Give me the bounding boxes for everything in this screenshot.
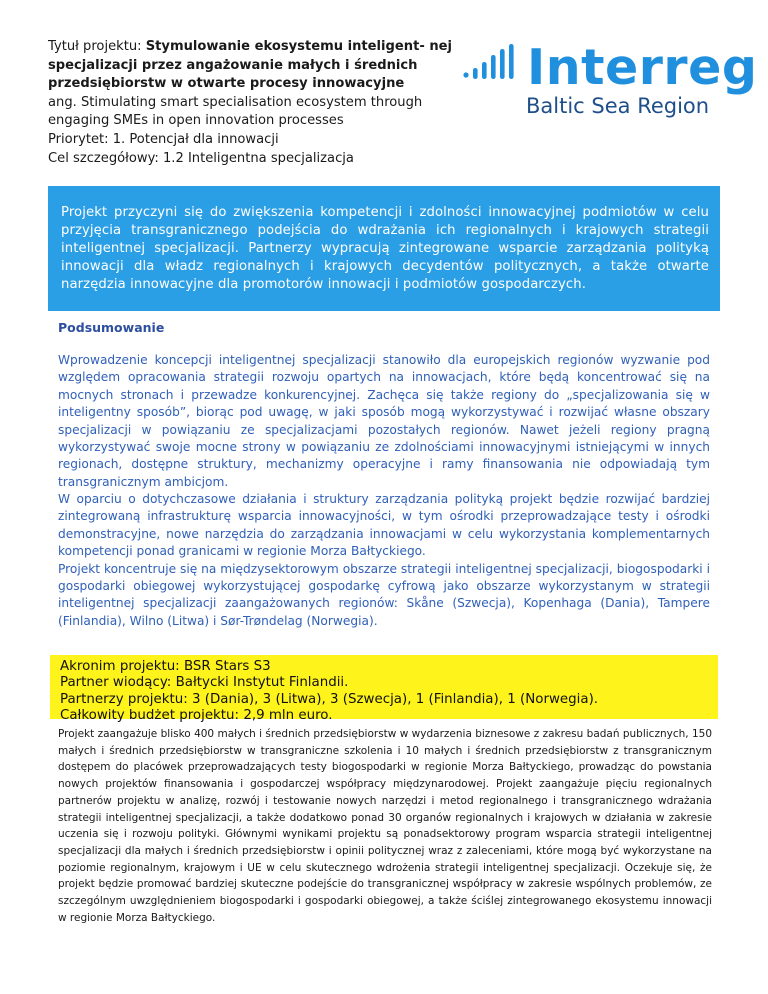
logo-region: Baltic Sea Region: [526, 94, 710, 118]
project-priority: Priorytet: 1. Potencjał dla innowacji: [48, 131, 279, 147]
project-budget: Całkowity budżet projektu: 2,9 mln euro.: [60, 708, 333, 724]
signal-bars-icon: [462, 44, 524, 94]
intro-box: Projekt przyczyni się do zwiększenia kompetencji i zdolności innowacyjnej podmiotów w celu przyjęcia transgranicznego podejścia do wdrażania ich regionalnych i krajowych strategii inteligentnej specjalizacji. Partnerzy wypracują zintegrowane wsparcie zarządzania polityką innowacji dla władz regionalnych i krajowych decydentów politycznych, a także otwarte narzędzia innowacyjne dla promotorów innowacji i podmiotów gospodarczych.: [48, 186, 720, 311]
project-title-label: Tytuł projektu:: [48, 39, 146, 54]
project-header: [48, 38, 468, 168]
summary-paragraph-2b: Projekt koncentruje się na międzysektorowym obszarze strategii inteligentnej specjalizacji, biogospodarki i gospodarki obiegowej wykorzystującej gospodarkę cyfrową jako obszarze wykorzystanym w strategii inteligentnej specjalizacji zaangażowanych regionów: Skåne (Szwecja), Kopenhaga (Dania), Tampere (Finlandia), Wilno (Litwa) i Sør-Trøndelag (Norwegia).: [58, 561, 710, 628]
lead-partner: Partner wiodący: Bałtycki Instytut Finlandii.: [60, 675, 349, 691]
summary-paragraph-1: Wprowadzenie koncepcji inteligentnej specjalizacji stanowiło dla europejskich regionów wyzwanie pod względem opracowania strategii rozwoju opartych na innowacjach, które będą koncentrować się na mocnych stronach i przewadze konkurencyjnej. Zachęca się także regiony do „specjalizowania się w inteligentny sposób”, biorąc pod uwagę, w jaki sposób mogą wykorzystywać i rozwijać własne obszary specjalizacji w powiązaniu ze specjalizacjami pozostałych regionów. Nawet jeżeli regiony pragną wykorzystywać swoje mocne strony w powiązaniu ze zdolnościami innowacyjnymi istniejącymi w innych regionach, dostępne struktury, mechanizmy operacyjne i ramy finansowania nie odpowiadają tym transgranicznym ambicjom.: [58, 353, 710, 489]
project-acronym: Akronim projektu: BSR Stars S3: [60, 659, 271, 674]
project-partners: Partnerzy projektu: 3 (Dania), 3 (Litwa), 3 (Szwecja), 1 (Finlandia), 1 (Norwegia).: [60, 691, 599, 707]
summary-paragraph-2: [58, 491, 710, 630]
project-objective: Cel szczegółowy: 1.2 Inteligentna specjalizacja: [48, 150, 354, 166]
logo-wordmark: Interreg: [527, 39, 758, 96]
project-title: [48, 38, 468, 94]
summary-heading: Podsumowanie: [58, 320, 165, 335]
project-facts-box: [50, 655, 718, 724]
project-title-en: ang. Stimulating smart specialisation ecosystem through engaging SMEs in open innovation processes: [48, 94, 423, 129]
interreg-logo: [462, 39, 758, 124]
summary-paragraph-2a: W oparciu o dotychczasowe działania i struktury zarządzania polityką projekt będzie rozwijać bardziej zintegrowaną infrastrukturę wsparcia innowacyjności, w tym ośrodki przeprowadzające testy i ośrodki demonstracyjne, nowe narzędzia do zarządzania innowacjami w celu wykorzystania komplementarnych kompetencji ponad granicami w regionie Morza Bałtyckiego.: [58, 492, 710, 559]
project-title-pl: Stymulowanie ekosystemu inteligent- nej specjalizacji przez angażowanie małych i średnich przedsiębiorstw w otwarte procesy innowacyjne: [48, 39, 453, 92]
project-details: Projekt zaangażuje blisko 400 małych i średnich przedsiębiorstw w wydarzenia biznesowe z zakresu badań publicznych, 150 małych i średnich przedsiębiorstw w transgraniczne szkolenia i 10 małych i średnich przedsiębiorstw z transgranicznym dostępem do placówek przeprowadzających testy biogospodarki w regionie Morza Bałtyckiego, prowadząc do powstania nowych projektów finansowania i gospodarczej współpracy międzynarodowej. Projekt zaangażuje pięciu regionalnych partnerów projektu w analizę, rozwój i testowanie nowych narzędzi i metod regionalnego i transgranicznego wdrażania strategii inteligentnej specjalizacji, a także dodatkowo ponad 30 organów regionalnych i krajowych w działania w zakresie uczenia się i rozwoju polityki. Głównymi wynikami projektu są ponadsektorowy program wsparcia strategii inteligentnej specjalizacji dla małych i średnich przedsiębiorstw i opinii politycznej wraz z zaleceniami, które mogą być wykorzystane na poziomie regionalnym, krajowym i UE w celu skutecznego wdrożenia strategii inteligentnej specjalizacji. Oczekuje się, że projekt będzie promować bardziej skuteczne podejście do transgranicznej współpracy w zakresie wspólnych problemów, ze szczególnym uwzględnieniem biogospodarki i gospodarki obiegowej, a także ściślej zintegrowanego ekosystemu innowacji w regionie Morza Bałtyckiego.: [58, 728, 712, 924]
